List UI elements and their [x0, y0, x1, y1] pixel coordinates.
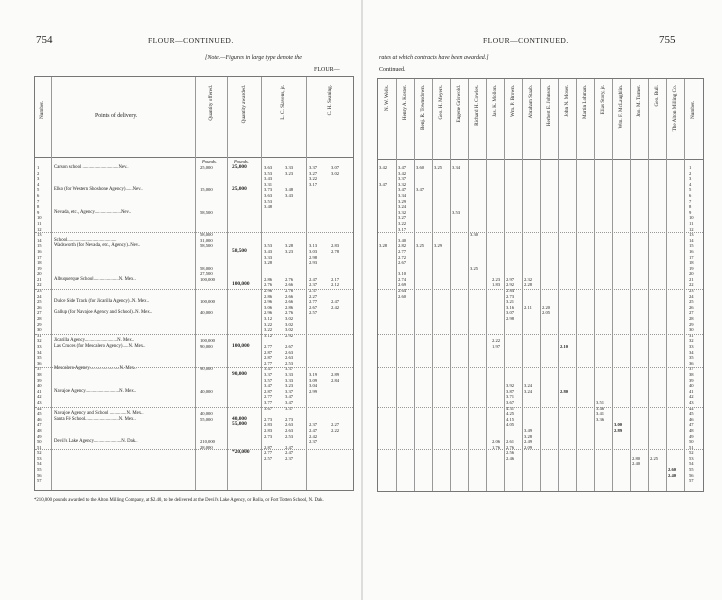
quantity-offered-column: 25,000 15,000 58,500 58,000 31,000 58,500 58,000 27,500 100,000 100,000 40,000 100,000 90,000 90,000 40,000 40,000 55,000 210,000 28,000: [200, 165, 215, 450]
quantity-awarded-column: 25,000 25,000 58,500 100,000 100,000 90,000 40,000 55,000 *20,000: [232, 164, 250, 456]
bull-bids: 2.25: [650, 455, 659, 461]
meyers-bids: 3.25 3.29: [434, 165, 443, 249]
right-note: rates at which contracts have been awarded.]: [379, 55, 489, 61]
header-quantity-offered: Quantity offered.: [208, 85, 214, 121]
header-meyers: Geo. H. Meyers.: [438, 85, 444, 120]
left-footnote: *210,000 pounds awarded to the Alton Milling Company, at $2.40, to be delivered at the Devil's Lake Agency, or Rolla, or Fort Totten School, N. Dak.: [34, 498, 324, 503]
header-number: Number.: [39, 101, 45, 120]
griswold-bids: 3.34 3.53: [452, 165, 461, 215]
cowles-bids: 3.30 3.25: [470, 232, 479, 271]
header-johnson: Herbert E. Johnson.: [546, 85, 552, 127]
slavens-bids-b: 3.33 3.23 3.48 3.43 3.28 3.23 2.76 2.66 2.76 2.66 2.66 2.86 2.76 3.02 3.02 3.02 2.92 2.67 2.63 2.63 2.53 3.37 3.33 3.33 3.23 3.37 3.47 3.47 3.37 2.73 2.63 2.63 2.53 2.47 2.47 2.37: [285, 165, 294, 461]
right-page-number: 755: [659, 34, 676, 46]
brown-bids-b: 2.97 2.92 2.84 2.73 3.21 3.16 3.07 2.98 3.92 3.87 3.71 3.67 4.31 4.25 4.15 4.05 2.61 2.76 2.56 2.46: [506, 276, 515, 461]
header-turner: Jno. M. Turner.: [636, 85, 642, 117]
slavens-bids-a: 3.63 3.53 3.43 3.31 3.73 3.63 3.53 3.48 3.53 3.43 3.33 3.28 2.86 2.76 2.96 2.86 2.96 3.06 2.96 3.12 3.22 3.22 3.12 2.77 2.87 2.87 2.77 3.47 3.37 3.57 3.47 2.87 2.77 3.77 3.67 2.73 2.83 2.83 2.73 2.87 2.77 2.57: [264, 165, 273, 461]
left-running-head: FLOUR—CONTINUED.: [148, 36, 234, 45]
units-offered: Pounds.: [202, 159, 217, 164]
left-row-numbers: 1 2 3 4 5 6 7 8 9 10 11 12 13 14 15 16 17 18 19 20 21 22 23 24 25 26 27 28 29 30 31 32 33 34 35 36 37 38 39 40 41 42 43 44 45 46 47 48 49 50 51 52 53 54 55 56 57: [37, 165, 42, 484]
staab-bids: 2.32 2.28 2.11 3.24 3.24 3.49 3.28 2.49 2.09: [524, 276, 533, 450]
townsdown-bids: 3.60 3.47 3.25: [416, 165, 425, 249]
right-row-numbers: 1 2 3 4 5 6 7 8 9 10 11 12 13 14 15 16 17 18 19 20 21 22 23 24 25 26 27 28 29 30 31 32 33 34 35 36 37 38 39 40 41 42 43 44 45 46 47 48 49 50 51 52 53 54 55 56 57: [689, 165, 694, 484]
right-table: [377, 78, 704, 492]
right-page: [363, 0, 722, 600]
left-page-number: 754: [36, 34, 53, 46]
units-awarded: Pounds.: [234, 159, 249, 164]
header-number-right: Number.: [690, 101, 696, 120]
points-of-delivery: Carson school ..............................Nev.. Elko (for Western Shoshone Agency)......Nev.. Nevada, etc., Agency......................Nev.. School......................................... Wadsworth (for Nevada, etc., Agency)..Nev.. Albuquerque School.....................N. Mex.. Dulce Side Track (for Jicarilla Agency)..N. Mex.. Gallup (for Navajoe Agency and School)..N. Mex.. Jicarilla Agency...........................N. Mex.. Las Cruces (for Mescalero Agency).....N. Mex.. Mescalero Agency.........................N. Mex.. Navajoe Agency............................N. Mex.. Navajoe Agency and School ..............N. Mex.. Santa Fé School............................N. Mex.. Devil's Lake Agency.......................N. Dak..: [54, 165, 153, 445]
brown-bids-a: 2.23 1.83 2.22 1.97 2.06 1.76: [492, 276, 501, 450]
koster-bids: 3.47 3.42 3.37 3.32 3.47 3.34 3.29 3.24 3.32 3.27 3.22 3.17 3.40 2.82 2.77 2.72 2.67 3.10 2.74 2.69 2.64 2.60: [398, 165, 407, 299]
story-bids: 3.51 3.46 3.41 3.36: [596, 399, 605, 422]
wells-bids: 3.42 3.47 3.28: [379, 165, 388, 249]
header-cowles: Richard H. Cowles.: [474, 85, 480, 126]
header-points-of-delivery: Points of delivery.: [95, 113, 138, 119]
header-seaning: C. H. Seaning.: [327, 85, 333, 116]
seaning-bids-a: 3.37 3.27 3.22 3.17 3.13 3.03 2.98 2.93 2.47 2.37 2.37 2.27 2.77 2.67 2.57 3.19 3.09 3.04 2.99 2.37 2.47 2.42 2.37: [309, 165, 318, 445]
mclaughlin-bids: 3.00 2.89: [614, 422, 623, 433]
header-griswold: Eugene Griswold.: [456, 85, 462, 123]
header-slavens: L. C. Slavens, jr.: [280, 85, 286, 120]
header-koster: Henry A. Koster.: [402, 85, 408, 121]
header-mclaughlin: Wm. F. McLaughlin.: [618, 85, 624, 129]
left-table: [34, 76, 354, 491]
lohman-bids: 2.10 2.80: [560, 344, 569, 394]
turner-bids: 2.80 2.40: [632, 455, 641, 467]
right-running-head: FLOUR—CONTINUED.: [483, 36, 569, 45]
alton-bids: 2.60 2.40: [668, 467, 677, 478]
header-wells: N. W. Wells.: [384, 85, 390, 112]
header-quantity-awarded: Quantity awarded.: [241, 85, 247, 124]
header-lohman: Martin Lohman.: [582, 85, 588, 119]
header-story: Elias Story, jr.: [600, 85, 606, 115]
header-brown: Wm. P. Brown.: [510, 85, 516, 117]
left-note: [Note.—Figures in large type denote the: [205, 55, 302, 61]
header-moser: John N. Moser.: [564, 85, 570, 117]
seaning-bids-b: 3.07 3.02 2.83 2.78 2.17 2.12 2.47 2.42 2.89 2.84 2.27 2.22: [331, 165, 340, 433]
left-carry: FLOUR—: [314, 67, 340, 73]
header-mollon: Jas. K. Mollon.: [492, 85, 498, 117]
right-continued: Continued.: [379, 67, 406, 73]
header-staab: Abraham Staab.: [528, 85, 534, 119]
header-bull: Geo. Bull.: [654, 85, 660, 107]
header-alton-milling: The Alton Milling Co.: [672, 85, 678, 132]
johnson-bids: 2.20 2.05: [542, 304, 551, 316]
header-townsdown: Benj. R. Townsdown.: [420, 85, 426, 130]
